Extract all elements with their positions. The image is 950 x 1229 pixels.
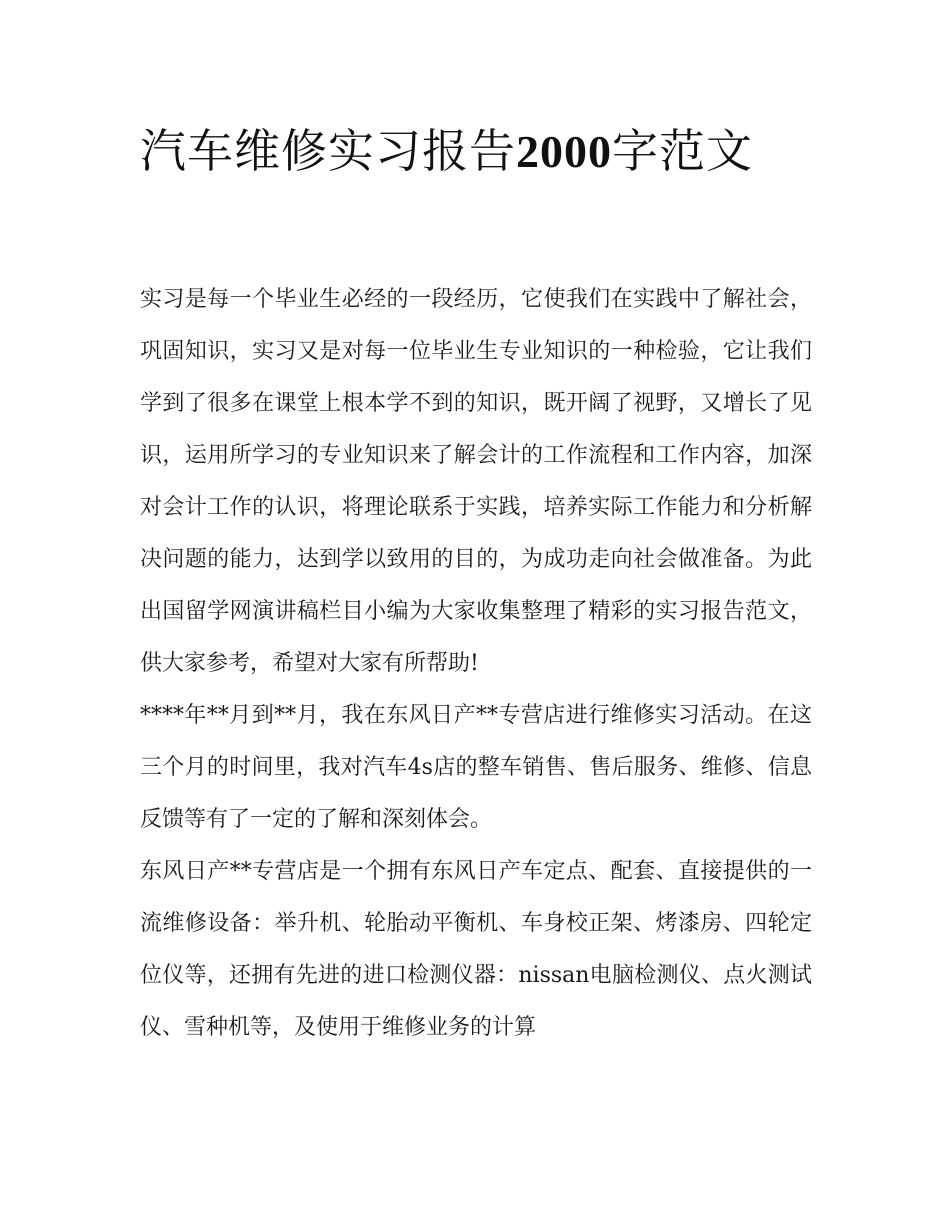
document-body [140,274,812,1054]
paragraph-intro: 实习是每一个毕业生必经的一段经历，它使我们在实践中了解社会，巩固知识，实习又是对每一位毕业生专业知识的一种检验，它让我们学到了很多在课堂上根本学不到的知识，既开阔了视野，又增长了见识，运用所学习的专业知识来了解会计的工作流程和工作内容，加深对会计工作的认识，将理论联系于实践，培养实际工作能力和分析解决问题的能力，达到学以致用的目的，为成功走向社会做准备。为此出国留学网演讲稿栏目小编为大家收集整理了精彩的实习报告范文，供大家参考，希望对大家有所帮助! [140,287,812,676]
paragraph-dealership-description: 东风日产**专营店是一个拥有东风日产车定点、配套、直接提供的一流维修设备：举升机、轮胎动平衡机、车身校正架、烤漆房、四轮定位仪等，还拥有先进的进口检测仪器：nissan电脑检测仪、点火测试仪、雪种机等，及使用于维修业务的计算 [140,859,812,1040]
title-suffix: 字范文 [612,124,753,178]
document-title [140,112,820,191]
title-number: 2000 [516,126,612,177]
paragraph-internship-period: ****年**月到**月，我在东风日产**专营店进行维修实习活动。在这三个月的时间里，我对汽车4s店的整车销售、售后服务、维修、信息反馈等有了一定的了解和深刻体会。 [140,703,812,832]
title-prefix: 汽车维修实习报告 [140,124,516,178]
